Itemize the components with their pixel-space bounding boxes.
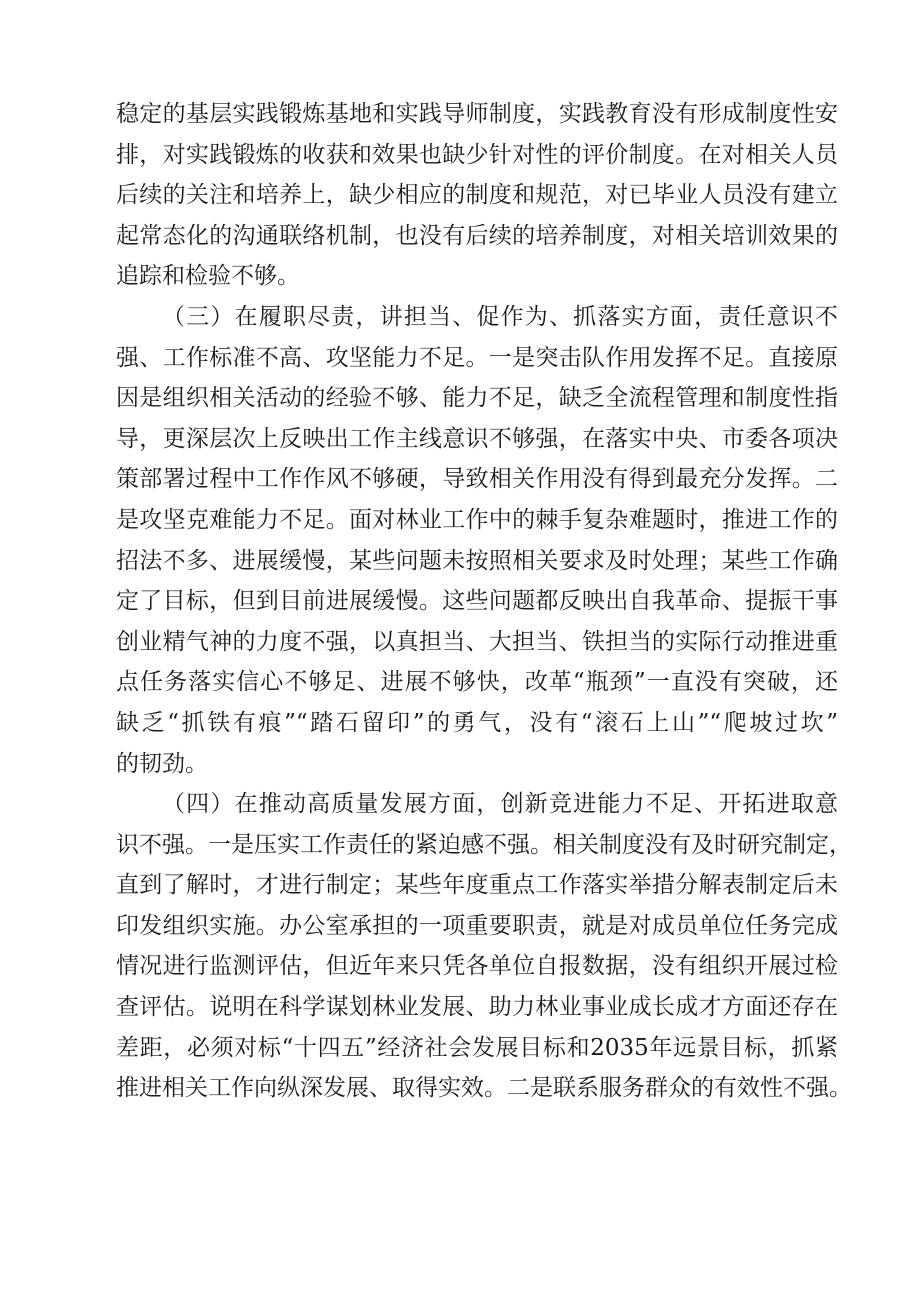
text-line: 缺乏“抓铁有痕”“踏石留印”的勇气，没有“滚石上山”“爬坡过坎” [116, 709, 838, 736]
text-line: 起常态化的沟通联络机制，也没有后续的培养制度，对相关培训效果的 [116, 222, 838, 249]
text-line: 定了目标，但到目前进展缓慢。这些问题都反映出自我革命、提振干事 [116, 588, 838, 615]
text-line: 差距，必须对标“十四五”经济社会发展目标和2035年远景目标，抓紧 [116, 1034, 838, 1061]
text-line: 招法不多、进展缓慢，某些问题未按照相关要求及时处理；某些工作确 [116, 547, 838, 574]
text-line: 识不强。一是压实工作责任的紧迫感不强。相关制度没有及时研究制定， [116, 831, 852, 858]
text-line: 查评估。说明在科学谋划林业发展、助力林业事业成长成才方面还存在 [116, 994, 838, 1021]
text-line: 排，对实践锻炼的收获和效果也缺少针对性的评价制度。在对相关人员 [116, 141, 838, 168]
text-line: 导，更深层次上反映出工作主线意识不够强，在落实中央、市委各项决 [116, 425, 838, 452]
text-line: 是攻坚克难能力不足。面对林业工作中的棘手复杂难题时，推进工作的 [116, 506, 838, 533]
text-line: 情况进行监测评估，但近年来只凭各单位自报数据，没有组织开展过检 [116, 953, 838, 980]
text-line: 强、工作标准不高、攻坚能力不足。一是突击队作用发挥不足。直接原 [116, 344, 838, 371]
text-line: 策部署过程中工作作风不够硬，导致相关作用没有得到最充分发挥。二 [116, 466, 838, 493]
paragraph-first-line: （三）在履职尽责，讲担当、促作为、抓落实方面，责任意识不 [162, 303, 838, 330]
text-line: 直到了解时，才进行制定；某些年度重点工作落实举措分解表制定后未 [116, 872, 838, 899]
text-line: 后续的关注和培养上，缺少相应的制度和规范，对已毕业人员没有建立 [116, 182, 838, 209]
text-line: 因是组织相关活动的经验不够、能力不足，缺乏全流程管理和制度性指 [116, 385, 838, 412]
text-line: 稳定的基层实践锻炼基地和实践导师制度，实践教育没有形成制度性安 [116, 101, 838, 127]
paragraph-first-line: （四）在推动高质量发展方面，创新竞进能力不足、开拓进取意 [162, 791, 838, 818]
text-line: 追踪和检验不够。 [116, 263, 300, 290]
text-line: 创业精气神的力度不强，以真担当、大担当、铁担当的实际行动推进重 [116, 628, 838, 655]
text-line: 点任务落实信心不够足、进展不够快，改革“瓶颈”一直没有突破，还 [116, 669, 838, 696]
text-line: 印发组织实施。办公室承担的一项重要职责，就是对成员单位任务完成 [116, 912, 838, 939]
document-body [116, 94, 852, 1109]
text-line: 的韧劲。 [116, 750, 208, 777]
text-line: 推进相关工作向纵深发展、取得实效。二是联系服务群众的有效性不强。 [116, 1075, 852, 1102]
